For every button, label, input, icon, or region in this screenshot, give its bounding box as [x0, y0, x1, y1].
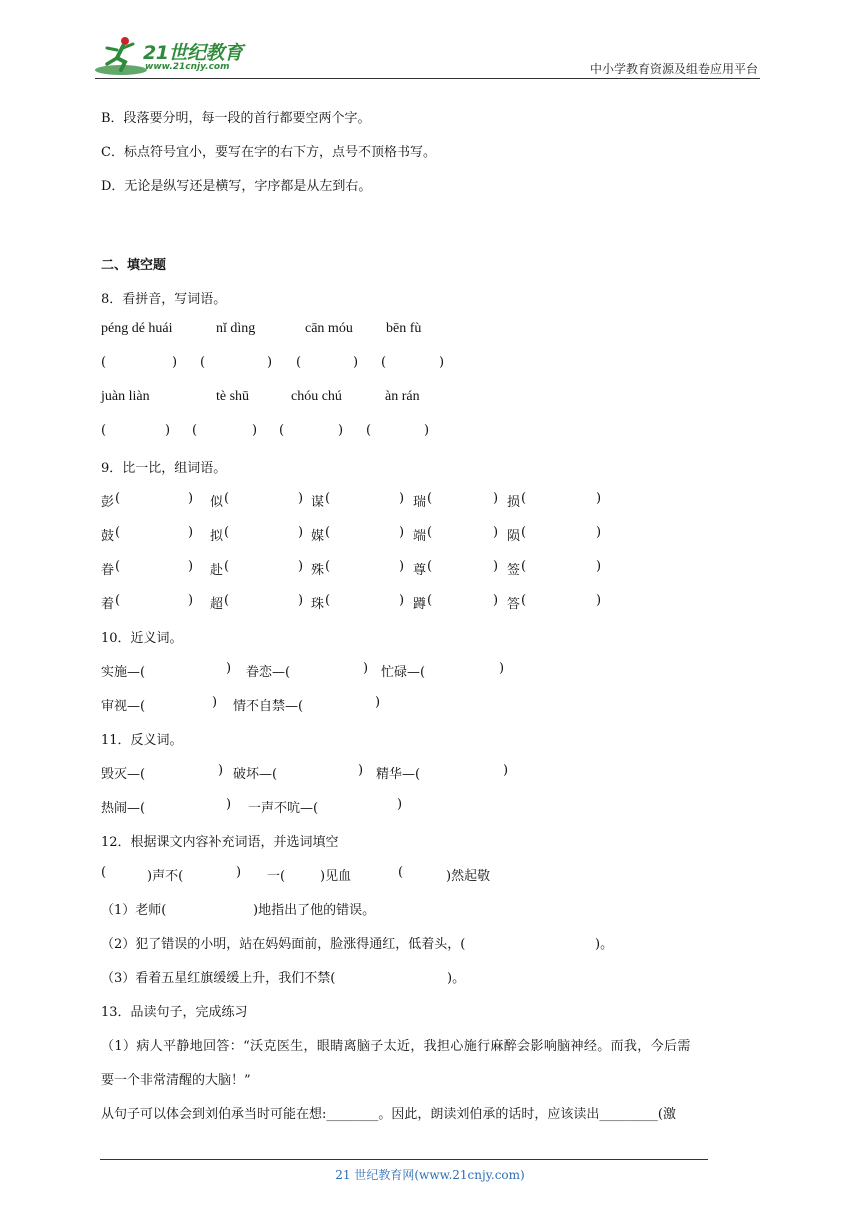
- page-header: [95, 30, 760, 80]
- blank-close: ): [399, 491, 405, 506]
- pinyin: nǐ dìng: [216, 321, 256, 336]
- blank-close: ): [188, 559, 194, 574]
- q12-sub1: （1）老师(: [101, 903, 167, 918]
- synonym-item: 眷恋—(: [246, 665, 291, 680]
- blank-close: ): [226, 661, 232, 676]
- blank-close: ): [165, 423, 171, 438]
- pinyin: bēn fù: [386, 321, 422, 336]
- q13-title: 13．品读句子，完成练习: [101, 1005, 248, 1020]
- antonym-item: 一声不吭—(: [248, 801, 319, 816]
- blank-open: (: [521, 491, 527, 506]
- antonym-item: 破坏—(: [233, 767, 278, 782]
- pinyin: péng dé huái: [101, 321, 173, 336]
- blank-open: (: [381, 355, 387, 370]
- antonym-item: 毁灭—(: [101, 767, 146, 782]
- q9-char: 眷: [101, 563, 115, 578]
- blank-close: ): [399, 525, 405, 540]
- blank-close: ): [439, 355, 445, 370]
- synonym-item: 实施—(: [101, 665, 146, 680]
- q9-char: 损: [507, 495, 521, 510]
- blank-open: (: [325, 525, 331, 540]
- q9-char: 蹲: [413, 597, 427, 612]
- blank-open: (: [427, 559, 433, 574]
- q12-sub2: （2）犯了错误的小明，站在妈妈面前，脸涨得通红，低着头，(: [101, 937, 466, 952]
- blank-close: ): [188, 593, 194, 608]
- blank-close: ): [424, 423, 430, 438]
- blank-open: (: [200, 355, 206, 370]
- blank-open: (: [224, 525, 230, 540]
- pinyin: tè shū: [216, 389, 250, 404]
- synonym-item: 情不自禁—(: [233, 699, 304, 714]
- section-title: 二、填空题: [101, 258, 167, 273]
- q9-char: 超: [210, 597, 224, 612]
- option-c: C．标点符号宜小，要写在字的右下方，点号不顶格书写。: [101, 145, 436, 160]
- q9-char: 答: [507, 597, 521, 612]
- pinyin: juàn liàn: [101, 389, 150, 404]
- q9-char: 似: [210, 495, 224, 510]
- blank-close: ): [252, 423, 258, 438]
- blank-open: (: [115, 593, 121, 608]
- blank-open: (: [279, 423, 285, 438]
- blank-close: ): [353, 355, 359, 370]
- q11-title: 11．反义词。: [101, 733, 183, 748]
- blank-open: (: [325, 593, 331, 608]
- blank-close: ): [493, 593, 499, 608]
- q13-line-3: 从句子可以体会到刘伯承当时可能在想:________。因此，朗读刘伯承的话时，应该读出_________(激: [101, 1107, 676, 1122]
- blank-close: ): [596, 559, 602, 574]
- blank-open: (: [296, 355, 302, 370]
- blank-open: (: [101, 423, 107, 438]
- option-d: D．无论是纵写还是横写，字序都是从左到右。: [101, 179, 372, 194]
- q9-char: 殊: [311, 563, 325, 578]
- blank-open: (: [325, 491, 331, 506]
- idiom-part: )然起敬: [446, 869, 491, 884]
- pinyin: chóu chú: [291, 389, 342, 404]
- antonym-item: 精华—(: [376, 767, 421, 782]
- q9-char: 谋: [311, 495, 325, 510]
- q9-title: 9．比一比，组词语。: [101, 461, 227, 476]
- q12-sub3-end: )。: [447, 971, 466, 986]
- blank-open: (: [325, 559, 331, 574]
- blank-open: (: [427, 593, 433, 608]
- blank-close: ): [499, 661, 505, 676]
- blank-close: ): [298, 525, 304, 540]
- blank-close: ): [363, 661, 369, 676]
- q9-char: 签: [507, 563, 521, 578]
- blank-open: (: [192, 423, 198, 438]
- blank-close: ): [596, 593, 602, 608]
- q9-char: 瑞: [413, 495, 427, 510]
- blank-close: ): [338, 423, 344, 438]
- option-b: B．段落要分明，每一段的首行都要空两个字。: [101, 111, 371, 126]
- blank-open: (: [224, 593, 230, 608]
- q12-sub3: （3）看着五星红旗缓缓上升，我们不禁(: [101, 971, 336, 986]
- logo-url: www.21cnjy.com: [145, 62, 230, 72]
- pinyin: àn rán: [385, 389, 420, 404]
- header-platform-text: 中小学教育资源及组卷应用平台: [589, 62, 758, 76]
- blank-close: ): [358, 763, 364, 778]
- blank-open: (: [224, 559, 230, 574]
- q8-title: 8．看拼音，写词语。: [101, 292, 227, 307]
- q9-char: 端: [413, 529, 427, 544]
- blank-open: (: [427, 525, 433, 540]
- q9-char: 媒: [311, 529, 325, 544]
- idiom-part: ): [236, 865, 242, 880]
- blank-open: (: [115, 491, 121, 506]
- blank-open: (: [224, 491, 230, 506]
- blank-close: ): [596, 525, 602, 540]
- q9-char: 彭: [101, 495, 115, 510]
- logo-text: 21世纪教育: [143, 42, 243, 64]
- q13-line-2: 要一个非常清醒的大脑！”: [101, 1073, 251, 1088]
- blank-close: ): [503, 763, 509, 778]
- blank-close: ): [188, 491, 194, 506]
- blank-close: ): [493, 525, 499, 540]
- idiom-part: )见血: [320, 869, 352, 884]
- blank-close: ): [267, 355, 273, 370]
- q12-sub2-end: )。: [595, 937, 614, 952]
- q9-char: 鼓: [101, 529, 115, 544]
- antonym-item: 热闹—(: [101, 801, 146, 816]
- q10-title: 10．近义词。: [101, 631, 183, 646]
- blank-open: (: [521, 559, 527, 574]
- q9-char: 珠: [311, 597, 325, 612]
- q12-title: 12．根据课文内容补充词语，并选词填空: [101, 835, 339, 850]
- blank-close: ): [493, 491, 499, 506]
- q9-char: 陨: [507, 529, 521, 544]
- blank-close: ): [298, 491, 304, 506]
- blank-close: ): [218, 763, 224, 778]
- blank-close: ): [298, 559, 304, 574]
- blank-close: ): [172, 355, 178, 370]
- blank-close: ): [397, 797, 403, 812]
- blank-close: ): [399, 593, 405, 608]
- blank-close: ): [212, 695, 218, 710]
- blank-open: (: [366, 423, 372, 438]
- idiom-part: 一(: [267, 869, 286, 884]
- synonym-item: 忙碌—(: [381, 665, 426, 680]
- blank-close: ): [596, 491, 602, 506]
- header-divider: [95, 78, 760, 79]
- blank-close: ): [399, 559, 405, 574]
- idiom-part: )声不(: [147, 869, 184, 884]
- blank-open: (: [521, 593, 527, 608]
- q9-char: 赴: [210, 563, 224, 578]
- q9-char: 着: [101, 597, 115, 612]
- q9-char: 尊: [413, 563, 427, 578]
- synonym-item: 审视—(: [101, 699, 146, 714]
- q12-sub1-end: )地指出了他的错误。: [253, 903, 376, 918]
- blank-close: ): [226, 797, 232, 812]
- footer-text: 21 世纪教育网(www.21cnjy.com): [335, 1168, 525, 1182]
- blank-close: ): [375, 695, 381, 710]
- blank-close: ): [298, 593, 304, 608]
- blank-open: (: [521, 525, 527, 540]
- blank-close: ): [493, 559, 499, 574]
- q9-char: 拟: [210, 529, 224, 544]
- blank-open: (: [427, 491, 433, 506]
- pinyin: cān móu: [305, 321, 353, 336]
- blank-open: (: [115, 559, 121, 574]
- blank-open: (: [101, 355, 107, 370]
- blank-close: ): [188, 525, 194, 540]
- footer-divider: [100, 1159, 708, 1160]
- idiom-part: (: [101, 865, 107, 880]
- blank-open: (: [115, 525, 121, 540]
- q13-line-1: （1）病人平静地回答：“沃克医生，眼睛离脑子太近，我担心施行麻醉会影响脑神经。而我，今后需: [101, 1039, 691, 1054]
- idiom-part: (: [398, 865, 404, 880]
